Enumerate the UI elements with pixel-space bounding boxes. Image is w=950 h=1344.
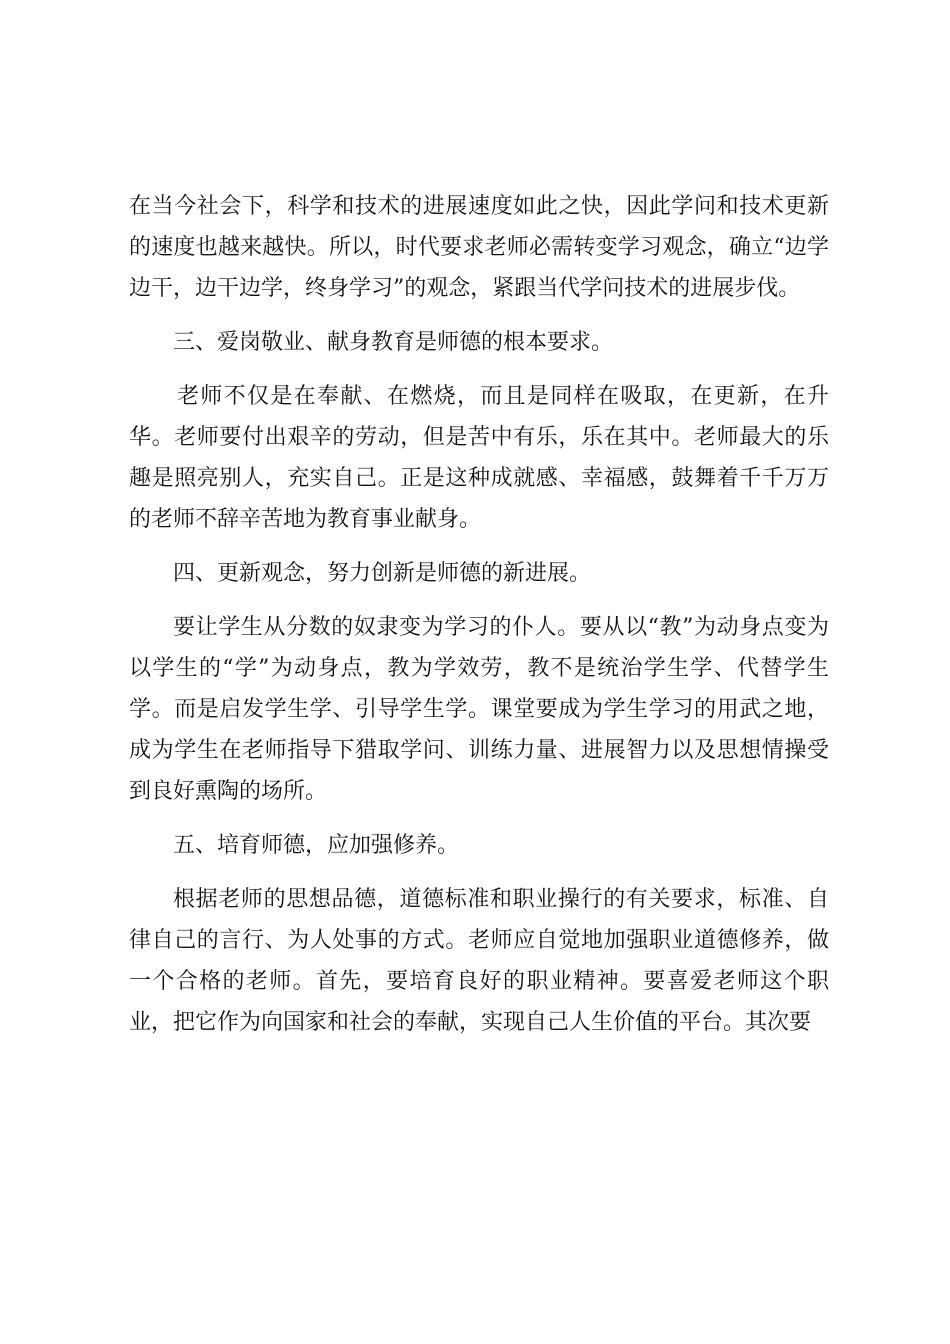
- paragraph-continuation: 在当今社会下，科学和技术的进展速度如此之快，因此学问和技术更新的速度也越来越快。所以，时代要求老师必需转变学习观念，确立“边学边干，边干边学，终身学习”的观念，紧跟当代学问技术的进展步伐。: [129, 194, 829, 301]
- paragraph-section-4: 要让学生从分数的奴隶变为学习的仆人。要从以“教”为动身点变为以学生的“学”为动身点，教为学效劳，教不是统治学生学、代替学生学。而是启发学生学、引导学生学。课堂要成为学生学习的用武之地，成为学生在老师指导下猎取学问、训练力量、进展智力以及思想情操受到良好熏陶的场所。: [129, 615, 829, 804]
- section-heading-4: 四、更新观念，努力创新是师德的新进展。: [173, 561, 592, 586]
- paragraph-section-3: 老师不仅是在奉献、在燃烧，而且是同样在吸取，在更新，在升华。老师要付出艰辛的劳动，但是苦中有乐，乐在其中。老师最大的乐趣是照亮别人，充实自己。正是这种成就感、幸福感，鼓舞着千千万万的老师不辞辛苦地为教育事业献身。: [129, 384, 829, 532]
- document-body: [129, 186, 829, 1056]
- section-heading-5: 五、培育师德，应加强修养。: [173, 833, 460, 858]
- paragraph-section-5: 根据老师的思想品德，道德标准和职业操行的有关要求，标准、自律自己的言行、为人处事的方式。老师应自觉地加强职业道德修养，做一个合格的老师。首先，要培育良好的职业精神。要喜爱老师这个职业，把它作为向国家和社会的奉献，实现自己人生价值的平台。其次要: [129, 887, 829, 1035]
- section-heading-3: 三、爱岗敬业、献身教育是师德的根本要求。: [173, 330, 614, 355]
